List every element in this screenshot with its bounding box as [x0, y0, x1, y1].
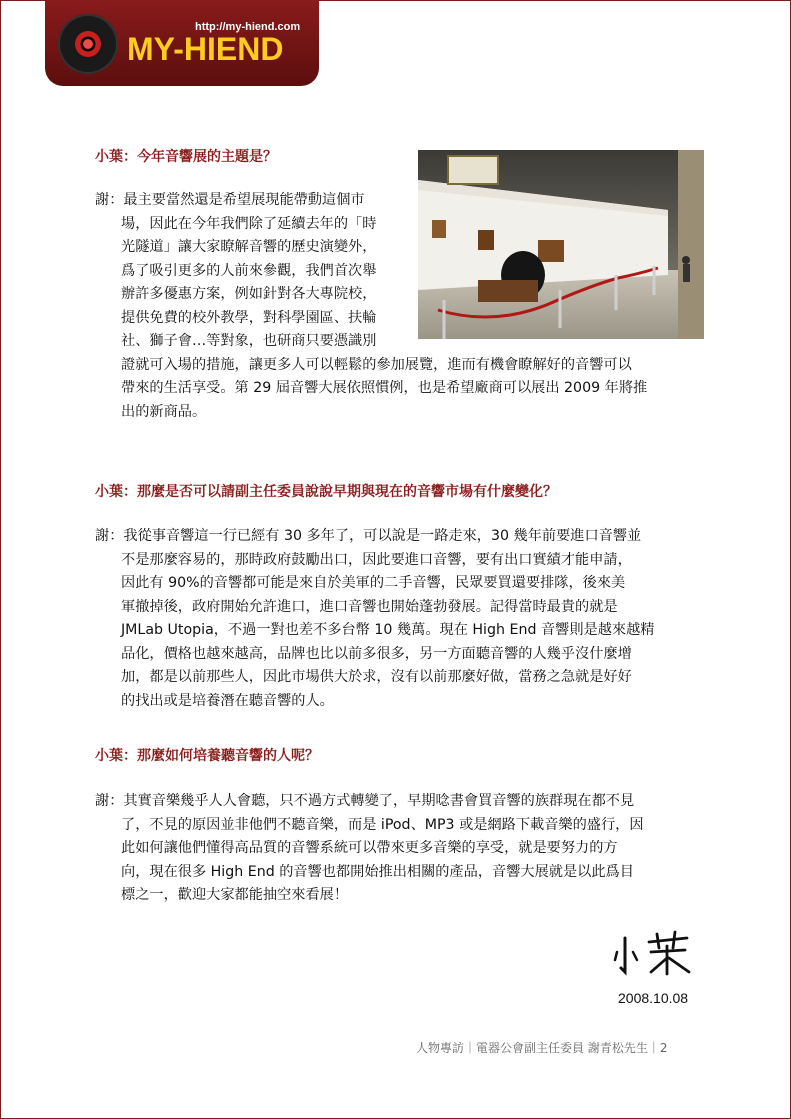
- answer-line: 社、獅子會…等對象，也研商只要憑識別: [121, 333, 377, 349]
- answer-line: 標之一，歡迎大家都能抽空來看展！: [121, 887, 349, 903]
- answer-line: 因此有 90%的音響都可能是來自於美軍的二手音響，民眾要買還要排隊，後來美: [121, 575, 626, 591]
- vinyl-record-icon: [58, 14, 118, 74]
- site-url[interactable]: http://my-hiend.com: [195, 21, 301, 33]
- answer-line: 場，因此在今年我們除了延續去年的「時: [121, 215, 377, 232]
- site-header: [45, 0, 319, 86]
- answer-line: 謝：我從事音響這一行已經有 30 多年了，可以說是一路走來，30 幾年前要進口音響並: [95, 528, 642, 544]
- answer-line: 提供免費的校外教學，對科學園區、扶輪: [121, 309, 377, 326]
- answer-line: 加，都是以前那些人，因此市場供大於求，沒有以前那麼好做，當務之急就是好好: [121, 669, 632, 685]
- answer-line: 辦許多優惠方案，例如針對各大專院校，: [121, 286, 377, 302]
- answer-line: 帶來的生活享受。第 29 屆音響大展依照慣例，也是希望廠商可以展出 2009 年將推: [121, 380, 648, 396]
- answer-line: 軍撤掉後，政府開始允許進口，進口音響也開始蓬勃發展。記得當時最貴的就是: [121, 598, 618, 615]
- question-1: 小葉：今年音響展的主題是？: [95, 149, 277, 165]
- answer-line: 了，不見的原因並非他們不聽音樂，而是 iPod、MP3 或是網路下載音樂的盛行，因: [121, 816, 644, 833]
- page-footer: 人物專訪｜電器公會副主任委員 謝青松先生｜2: [416, 1041, 668, 1055]
- question-3: 小葉：那麼如何培養聽音響的人呢？: [95, 748, 319, 764]
- answer-line: 此如何讓他們懂得高品質的音響系統可以帶來更多音樂的享受，就是要努力的方: [121, 840, 618, 856]
- answer-line: 謝：其實音樂幾乎人人會聽，只不過方式轉變了，早期唸書會買音響的族群現在都不見: [95, 793, 635, 809]
- answer-3: [95, 790, 644, 908]
- answer-line: 不是那麼容易的，那時政府鼓勵出口，因此要進口音響，要有出口實績才能申請，: [121, 551, 632, 568]
- answer-line: 光隧道」讓大家瞭解音響的歷史演變外，: [121, 239, 377, 255]
- answer-2: [95, 525, 654, 713]
- answer-line: 謝：最主要當然還是希望展現能帶動這個市: [95, 192, 365, 208]
- answer-line: 向，現在很多 High End 的音響也都開始推出相關的產品，音響大展就是以此爲目: [121, 863, 634, 880]
- answer-line: 證就可入場的措施，讓更多人可以輕鬆的參加展覽，進而有機會瞭解好的音響可以: [121, 356, 632, 373]
- answer-line: JMLab Utopia，不過一對也差不多台幣 10 幾萬。現在 High End 音響則是越來越精: [121, 622, 655, 638]
- answer-1: [95, 189, 647, 424]
- handwritten-signature-icon: [613, 930, 693, 980]
- brand-logo-text: MY-HIEND: [127, 31, 284, 67]
- answer-line: 出的新商品。: [121, 403, 207, 420]
- date: 2008.10.08: [618, 990, 689, 1006]
- question-2: 小葉：那麼是否可以請副主任委員說說早期與現在的音響市場有什麼變化？: [95, 484, 557, 500]
- answer-line: 的找出或是培養潛在聽音響的人。: [121, 692, 334, 709]
- answer-line: 品化，價格也越來越高，品牌也比以前多很多，另一方面聽音響的人幾乎沒什麼增: [121, 645, 632, 662]
- answer-line: 爲了吸引更多的人前來參觀，我們首次舉: [121, 262, 377, 279]
